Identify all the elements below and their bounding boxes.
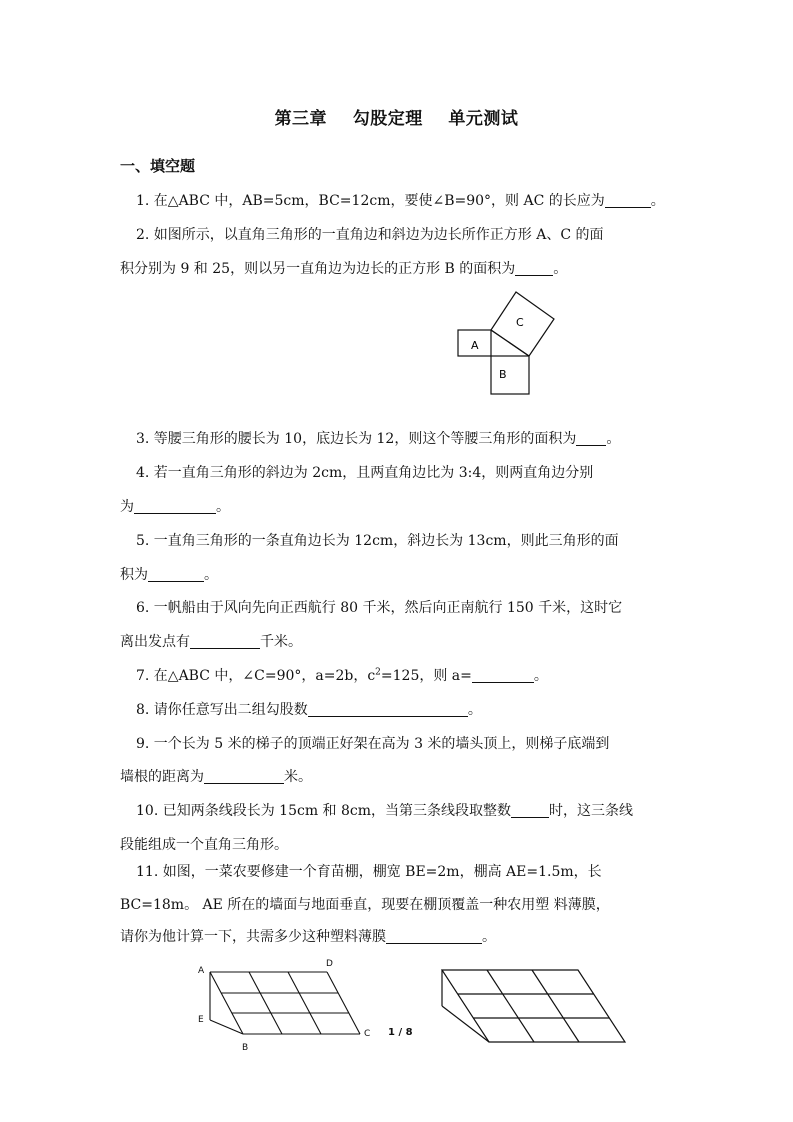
answer-blank[interactable] (204, 769, 284, 784)
answer-blank[interactable] (605, 193, 651, 208)
answer-blank[interactable] (515, 261, 553, 276)
greenhouse-labeled-figure (195, 958, 375, 1058)
answer-blank[interactable] (190, 634, 260, 649)
question-3: 3. 等腰三角形的腰长为 10，底边长为 12，则这个等腰三角形的面积为 。 (136, 431, 621, 447)
page-number: 1 / 8 (388, 1027, 413, 1038)
question-6-line-1: 6. 一帆船由于风向先向正西航行 80 千米，然后向正南航行 150 千米，这时它 (136, 600, 623, 616)
label-b: B (499, 368, 507, 381)
question-4-line-1: 4. 若一直角三角形的斜边为 2cm，且两直角边比为 3:4，则两直角边分别 (136, 465, 594, 481)
question-5-line-2: 积为 。 (120, 567, 218, 583)
question-7: 7. 在△ABC 中，∠C=90°，a=2b，$c^2=125$，则 a= 。 (136, 667, 548, 684)
answer-blank[interactable] (386, 929, 482, 944)
question-10-line-1: 10. 已知两条线段长为 15cm 和 8cm，当第三条线段取整数 时，这三条线 (136, 803, 634, 819)
answer-blank[interactable] (308, 702, 468, 717)
pythagorean-squares-figure (455, 288, 560, 398)
section-title: 一、填空题 (120, 157, 196, 175)
question-4-line-2: 为 。 (120, 499, 230, 515)
label-b: B (242, 1043, 249, 1053)
question-5-line-1: 5. 一直角三角形的一条直角边长为 12cm，斜边长为 13cm，则此三角形的面 (136, 533, 619, 549)
question-2-line-1: 2. 如图所示，以直角三角形的一直角边和斜边为边长所作正方形 A、C 的面 (136, 227, 604, 243)
label-e: E (198, 1015, 204, 1025)
label-c: C (516, 316, 524, 329)
question-11-line-3: 请你为他计算一下，共需多少这种塑料薄膜 。 (120, 929, 496, 945)
question-9-line-2: 墙根的距离为 米。 (120, 769, 312, 785)
label-a: A (471, 339, 479, 352)
question-2-line-2: 积分别为 9 和 25，则以另一直角边为边长的正方形 B 的面积为 。 (120, 261, 568, 277)
label-d: D (326, 959, 333, 969)
answer-blank[interactable] (148, 567, 204, 582)
question-11-line-2: BC=18m。 AE 所在的墙面与地面垂直，现要在棚顶覆盖一种农用塑 料薄膜， (120, 897, 610, 913)
answer-blank[interactable] (576, 431, 606, 446)
square-b (491, 356, 529, 394)
question-1: 1. 在△ABC 中，AB=5cm，BC=12cm，要使∠B=90°，则 AC 的长应为 。 (136, 193, 665, 209)
question-9-line-1: 9. 一个长为 5 米的梯子的顶端正好架在高为 3 米的墙头顶上，则梯子底端到 (136, 736, 610, 752)
question-8: 8. 请你任意写出二组勾股数 。 (136, 702, 482, 718)
question-11-line-1: 11. 如图，一菜农要修建一个育苗棚，棚宽 BE=2m，棚高 AE=1.5m，长 (136, 864, 602, 880)
answer-blank[interactable] (511, 803, 549, 818)
greenhouse-perspective-figure (435, 962, 630, 1050)
label-c: C (364, 1029, 371, 1039)
label-a: A (198, 966, 205, 976)
answer-blank[interactable] (472, 668, 534, 683)
answer-blank[interactable] (134, 499, 216, 514)
question-6-line-2: 离出发点有 千米。 (120, 634, 302, 650)
question-10-line-2: 段能组成一个直角三角形。 (120, 837, 288, 853)
page-title: 第三章 勾股定理 单元测试 (274, 109, 519, 129)
